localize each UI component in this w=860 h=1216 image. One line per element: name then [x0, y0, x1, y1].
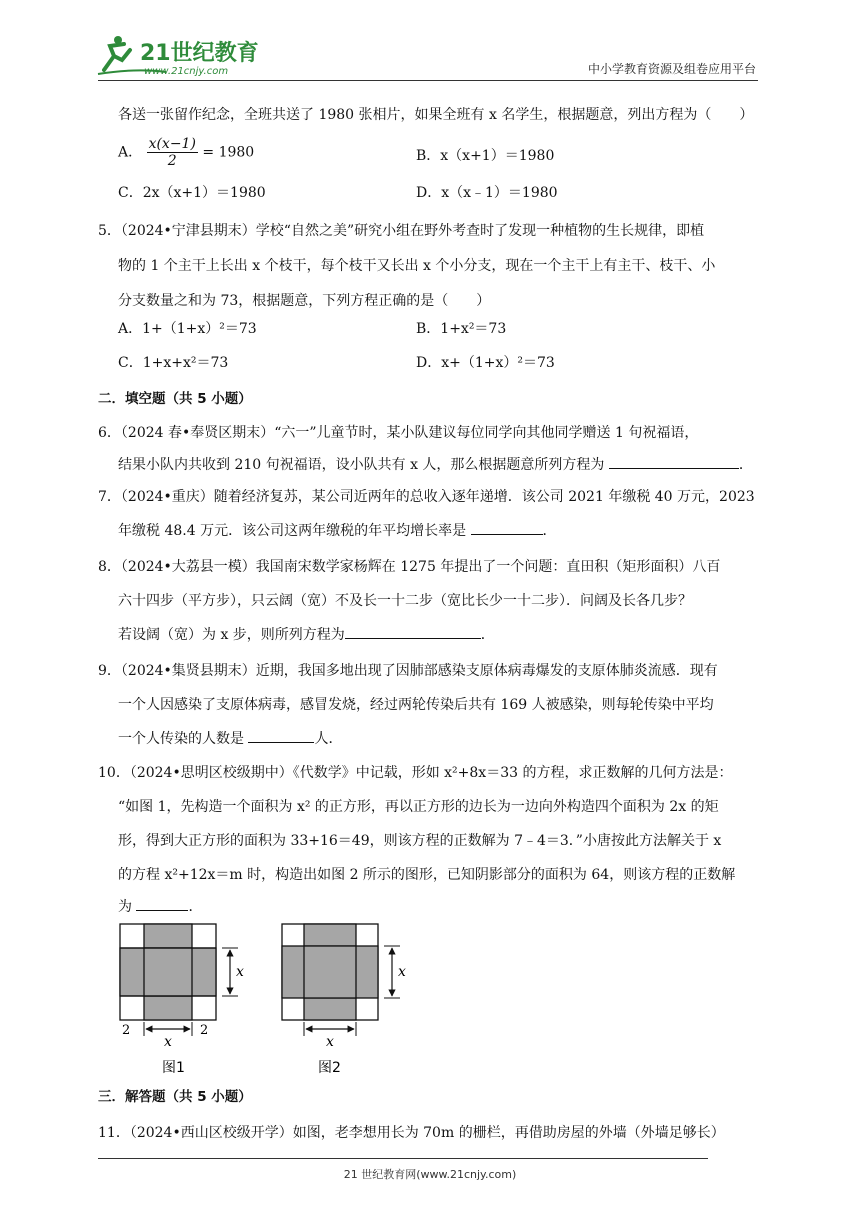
q10-line5: 为 ．: [118, 896, 202, 918]
figures-1-2: [114, 920, 434, 1080]
svg-text:21世纪教育: 21世纪教育: [140, 41, 259, 66]
answer-blank[interactable]: [248, 728, 314, 743]
answer-blank[interactable]: [136, 896, 188, 911]
q5-line3: 分支数量之和为 73，根据题意，下列方程正确的是（ ）: [118, 293, 491, 309]
svg-text:2: 2: [122, 1023, 131, 1038]
q4-option-c: C．2x（x+1）＝1980: [118, 185, 266, 201]
q9-line3: 一个人传染的人数是 人．: [118, 728, 342, 750]
q7-line2: 年缴税 48.4 万元．该公司这两年缴税的年平均增长率是 ．: [118, 520, 557, 542]
svg-text:x: x: [326, 1034, 334, 1050]
svg-text:图2: 图2: [318, 1060, 341, 1076]
q10-line1: 10．（2024•思明区校级期中）《代数学》中记载，形如 x²+8x＝33 的方程，求正数解的几何方法是：: [98, 765, 733, 781]
platform-name: 中小学教育资源及组卷应用平台: [587, 62, 756, 76]
q4-option-b: B．x（x+1）＝1980: [416, 148, 555, 164]
svg-text:www.21cnjy.com: www.21cnjy.com: [144, 66, 229, 77]
q5-line2: 物的 1 个主干上长出 x 个枝干，每个枝干又长出 x 个小分支，现在一个主干上有主干、枝干、小: [118, 258, 716, 274]
q8-line2: 六十四步（平方步），只云阔（宽）不及长一十二步（宽比长少一十二步）．问阔及长各几步？: [118, 593, 692, 609]
q10-line3: 形，得到大正方形的面积为 33+16＝49，则该方程的正数解为 7﹣4＝3．”小唐按此方法解关于 x: [118, 833, 722, 849]
answer-blank[interactable]: [345, 624, 481, 639]
q4-line1: 各送一张留作纪念，全班共送了 1980 张相片，如果全班有 x 名学生，根据题意，列出方程为（ ）: [118, 107, 754, 123]
footer-rule: [98, 1158, 708, 1159]
q5-line1: 5．（2024•宁津县期末）学校“自然之美”研究小组在野外考查时了发现一种植物的生长规律，即植: [98, 223, 705, 239]
q5-option-a: A．1+（1+x）²＝73: [118, 321, 257, 337]
q11-line1: 11．（2024•西山区校级开学）如图，老李想用长为 70m 的栅栏，再借助房屋的外墙（外墙足够长）: [98, 1125, 725, 1141]
svg-text:图1: 图1: [162, 1060, 185, 1076]
page-header: [0, 0, 860, 80]
answer-blank[interactable]: [609, 454, 739, 469]
answer-blank[interactable]: [471, 520, 543, 535]
q9-line2: 一个人因感染了支原体病毒，感冒发烧，经过两轮传染后共有 169 人被感染，则每轮传染中平均: [118, 697, 714, 713]
q8-line1: 8．（2024•大荔县一模）我国南宋数学家杨辉在 1275 年提出了一个问题：直田积（矩形面积）八百: [98, 559, 721, 575]
q5-option-d: D．x+（1+x）²＝73: [416, 355, 555, 371]
svg-text:x: x: [398, 964, 406, 980]
q6-line1: 6．（2024 春•奉贤区期末）“六一”儿童节时，某小队建议每位同学向其他同学赠送 1 句祝福语，: [98, 425, 699, 441]
q7-line1: 7．（2024•重庆）随着经济复苏，某公司近两年的总收入逐年递增．该公司 2021 年缴税 40 万元，2023: [98, 489, 755, 505]
svg-text:2: 2: [200, 1023, 209, 1038]
logo-21cnjy: [96, 32, 266, 78]
q10-line2: “如图 1，先构造一个面积为 x² 的正方形，再以正方形的边长为一边向外构造四个面积为 2x 的矩: [118, 799, 719, 815]
figure-2: [282, 924, 406, 1076]
q5-option-c: C．1+x+x²＝73: [118, 355, 229, 371]
q6-line2: 结果小队内共收到 210 句祝福语，设小队共有 x 人，那么根据题意所列方程为 ．: [118, 454, 753, 476]
svg-text:x: x: [164, 1034, 172, 1050]
header-rule: [98, 80, 758, 81]
q9-line1: 9．（2024•集贤县期末）近期，我国多地出现了因肺部感染支原体病毒爆发的支原体肺炎流感．现有: [98, 663, 718, 679]
svg-text:x: x: [236, 964, 244, 980]
q4-option-a: A． $\frac{x(x-1)}{2}$ = 1980: [118, 136, 255, 169]
page-footer: 21 世纪教育网(www.21cnjy.com): [343, 1168, 517, 1181]
q4-option-d: D．x（x﹣1）＝1980: [416, 185, 558, 201]
q8-line3: 若设阔（宽）为 x 步，则所列方程为 ．: [118, 624, 495, 646]
figure-1: [120, 924, 244, 1076]
q5-option-b: B．1+x²＝73: [416, 321, 507, 337]
section-fill-blank: 二．填空题（共 5 小题）: [98, 391, 252, 407]
q10-line4: 的方程 x²+12x＝m 时，构造出如图 2 所示的图形，已知阴影部分的面积为 64，则该方程的正数解: [118, 867, 736, 883]
section-solve: 三．解答题（共 5 小题）: [98, 1089, 252, 1105]
